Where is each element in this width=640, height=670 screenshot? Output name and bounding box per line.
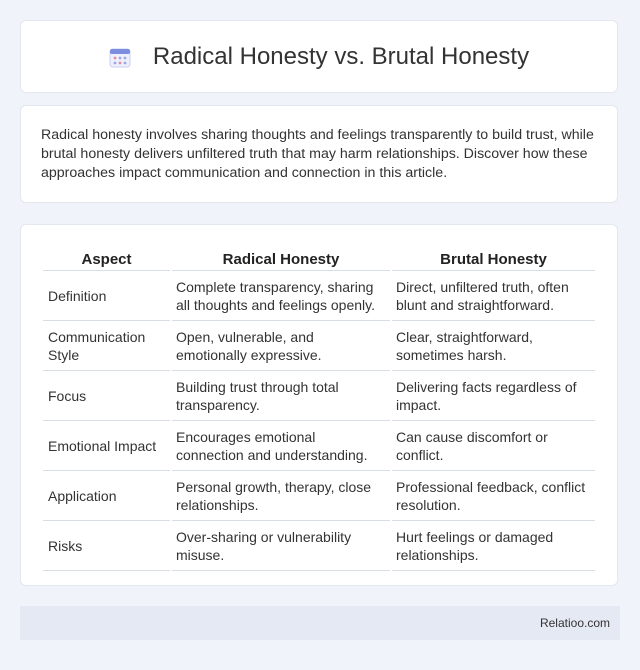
brutal-honesty-cell: Can cause discomfort or conflict. — [392, 423, 595, 471]
table-row — [43, 373, 595, 421]
footer — [20, 606, 620, 640]
radical-honesty-cell: Over-sharing or vulnerability misuse. — [172, 523, 390, 571]
intro-card — [20, 105, 618, 203]
brutal-honesty-cell: Clear, straightforward, sometimes harsh. — [392, 323, 595, 371]
brutal-honesty-cell: Hurt feelings or damaged relationships. — [392, 523, 595, 571]
aspect-cell: Emotional Impact — [43, 423, 170, 471]
aspect-cell: Focus — [43, 373, 170, 421]
aspect-cell: Definition — [43, 273, 170, 321]
radical-honesty-cell: Complete transparency, sharing all thoughts and feelings openly. — [172, 273, 390, 321]
table-row — [43, 423, 595, 471]
footer-brand[interactable]: Relatioo.com — [539, 616, 610, 630]
aspect-cell: Communication Style — [43, 323, 170, 371]
column-header-brutal-honesty: Brutal Honesty — [392, 247, 595, 271]
radical-honesty-cell: Building trust through total transparency. — [172, 373, 390, 421]
brutal-honesty-cell: Professional feedback, conflict resolution. — [392, 473, 595, 521]
aspect-cell: Risks — [43, 523, 170, 571]
column-header-radical-honesty: Radical Honesty — [172, 247, 390, 271]
comparison-table — [41, 245, 597, 573]
aspect-cell: Application — [43, 473, 170, 521]
table-row — [43, 473, 595, 521]
comparison-table-card — [20, 224, 618, 586]
calendar-icon — [109, 46, 131, 68]
title-card — [20, 20, 618, 93]
brutal-honesty-cell: Delivering facts regardless of impact. — [392, 373, 595, 421]
column-header-aspect: Aspect — [43, 247, 170, 271]
table-row — [43, 273, 595, 321]
radical-honesty-cell: Personal growth, therapy, close relationships. — [172, 473, 390, 521]
intro-text: Radical honesty involves sharing thoughts and feelings transparently to build trust, while brutal honesty delivers unfiltered truth that may harm relationships. Discover how these approaches impact communication and connection in this article. — [41, 127, 594, 181]
table-header-row — [43, 247, 595, 271]
radical-honesty-cell: Open, vulnerable, and emotionally expressive. — [172, 323, 390, 371]
brutal-honesty-cell: Direct, unfiltered truth, often blunt and straightforward. — [392, 273, 595, 321]
table-row — [43, 523, 595, 571]
table-row — [43, 323, 595, 371]
page-title: Radical Honesty vs. Brutal Honesty — [152, 42, 530, 70]
radical-honesty-cell: Encourages emotional connection and understanding. — [172, 423, 390, 471]
